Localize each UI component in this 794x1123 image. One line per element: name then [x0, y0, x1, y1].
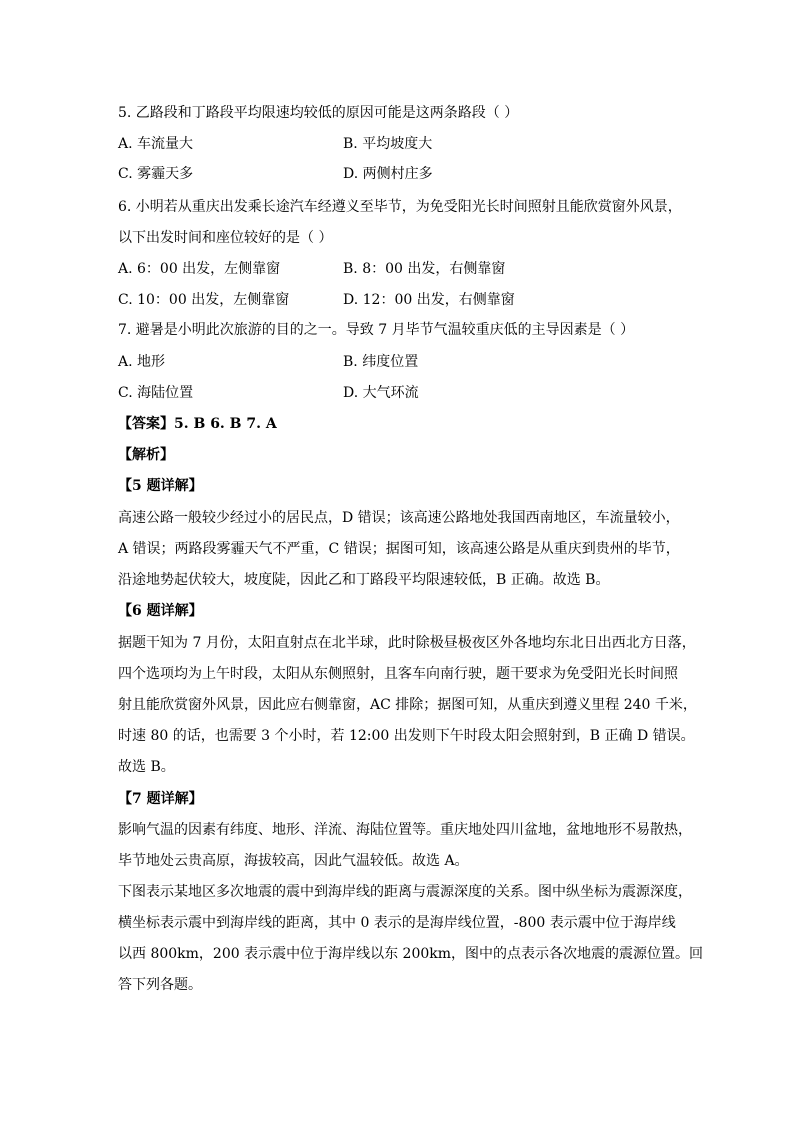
- detail5-heading: 【5 题详解】: [118, 478, 203, 494]
- q5-stem: 5. 乙路段和丁路段平均限速均较低的原因可能是这两条路段（ ）: [118, 105, 519, 121]
- q6-option-d: D. 12：00 出发，右侧靠窗: [343, 292, 515, 308]
- q7-option-c: C. 海陆位置: [118, 385, 194, 401]
- detail7-line-2: 毕节地处云贵高原，海拔较高，因此气温较低。故选 A。: [118, 853, 469, 869]
- q6-stem-line-1: 6. 小明若从重庆出发乘长途汽车经遵义至毕节，为免受阳光长时间照射且能欣赏窗外风景，: [118, 199, 682, 215]
- q5-option-d: D. 两侧村庄多: [343, 166, 433, 182]
- q6-option-c: C. 10：00 出发，左侧靠窗: [118, 292, 290, 308]
- q5-option-b: B. 平均坡度大: [343, 136, 433, 152]
- q6-option-a: A. 6：00 出发，左侧靠窗: [118, 261, 281, 277]
- q7-option-d: D. 大气环流: [343, 385, 419, 401]
- intro-line-2: 横坐标表示震中到海岸线的距离，其中 0 表示的是海岸线位置，-800 表示震中位于海岸线: [118, 915, 676, 931]
- intro-line-3: 以西 800km，200 表示震中位于海岸线以东 200km，图中的点表示各次地震的震源位置。回: [118, 946, 704, 962]
- detail6-heading: 【6 题详解】: [118, 603, 203, 619]
- detail7-heading: 【7 题详解】: [118, 791, 203, 807]
- detail6-line-4: 时速 80 的话，也需要 3 个小时，若 12:00 出发则下午时段太阳会照射到，B 正确 D 错误。: [118, 728, 695, 744]
- detail5-line-3: 沿途地势起伏较大，坡度陡，因此乙和丁路段平均限速较低，B 正确。故选 B。: [118, 572, 610, 588]
- q7-option-b: B. 纬度位置: [343, 354, 419, 370]
- detail7-line-1: 影响气温的因素有纬度、地形、洋流、海陆位置等。重庆地处四川盆地，盆地地形不易散热，: [118, 822, 692, 838]
- intro-line-1: 下图表示某地区多次地震的震中到海岸线的距离与震源深度的关系。图中纵坐标为震源深度，: [118, 884, 692, 900]
- answer-line: 【答案】5. B 6. B 7. A: [118, 416, 277, 432]
- q5-option-a: A. 车流量大: [118, 136, 194, 152]
- q7-stem: 7. 避暑是小明此次旅游的目的之一。导致 7 月毕节气温较重庆低的主导因素是（ ）: [118, 322, 635, 338]
- detail6-line-1: 据题干知为 7 月份，太阳直射点在北半球，此时除极昼极夜区外各地均东北日出西北方日落，: [118, 635, 696, 651]
- detail6-line-5: 故选 B。: [118, 759, 175, 775]
- detail6-line-3: 射且能欣赏窗外风景，因此应右侧靠窗，AC 排除；据图可知，从重庆到遵义里程 240 千米，: [118, 697, 697, 713]
- q6-stem-line-2: 以下出发时间和座位较好的是（ ）: [118, 230, 333, 246]
- q6-option-b: B. 8：00 出发，右侧靠窗: [343, 261, 506, 277]
- q5-option-c: C. 雾霾天多: [118, 166, 194, 182]
- analysis-heading: 【解析】: [118, 447, 174, 463]
- intro-line-4: 答下列各题。: [118, 977, 202, 993]
- q7-option-a: A. 地形: [118, 354, 166, 370]
- detail5-line-1: 高速公路一般较少经过小的居民点，D 错误；该高速公路地处我国西南地区，车流量较小，: [118, 510, 680, 526]
- detail6-line-2: 四个选项均为上午时段，太阳从东侧照射，且客车向南行驶，题干要求为免受阳光长时间照: [118, 666, 678, 682]
- detail5-line-2: A 错误；两路段雾霾天气不严重，C 错误；据图可知，该高速公路是从重庆到贵州的毕节，: [118, 541, 680, 557]
